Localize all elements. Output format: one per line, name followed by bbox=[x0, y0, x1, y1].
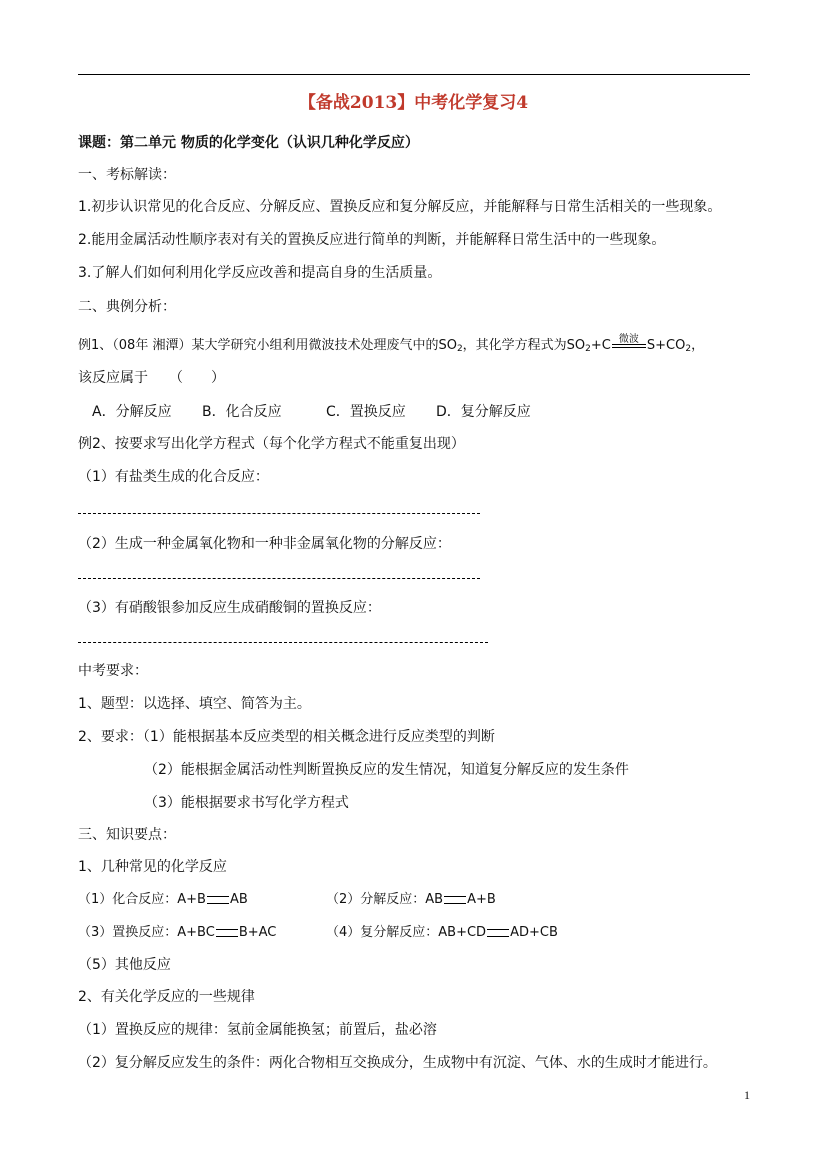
example2-q2: （2）生成一种金属氧化物和一种非金属氧化物的分解反应： bbox=[78, 536, 451, 552]
example1-rhs: S+CO bbox=[646, 338, 686, 353]
requirements-type: 1、题型：以选择、填空、简答为主。 bbox=[78, 696, 311, 712]
topic-line: 课题：第二单元 物质的化学变化（认识几种化学反应） bbox=[78, 135, 419, 151]
section2-heading: 二、典例分析： bbox=[78, 299, 176, 315]
option-c: C．置换反应 bbox=[326, 404, 406, 420]
equals-sign bbox=[207, 896, 229, 904]
reaction-combination-rhs: AB bbox=[229, 892, 248, 907]
option-a: A．分解反应 bbox=[92, 404, 172, 420]
section1-item-3: 3.了解人们如何利用化学反应改善和提高自身的生活质量。 bbox=[78, 265, 442, 281]
reaction-decomposition-rhs: A+B bbox=[467, 892, 496, 907]
requirements-2: （2）能根据金属活动性判断置换反应的发生情况，知道复分解反应的发生条件 bbox=[144, 762, 629, 778]
section3-sub1: 1、几种常见的化学反应 bbox=[78, 859, 227, 875]
example1-end: ， bbox=[691, 338, 705, 353]
equals-sign bbox=[444, 896, 466, 904]
reaction-replacement-label: （3）置换反应：A+BC bbox=[78, 925, 215, 940]
reaction-combination bbox=[78, 888, 248, 907]
example2-heading: 例2、按要求写出化学方程式（每个化学方程式不能重复出现） bbox=[78, 436, 465, 452]
option-d: D．复分解反应 bbox=[436, 404, 531, 420]
option-b: B．化合反应 bbox=[202, 404, 282, 420]
reaction-other: （5）其他反应 bbox=[78, 957, 171, 973]
page-number: 1 bbox=[744, 1088, 750, 1102]
example1-mid: ，其化学方程式为SO bbox=[462, 338, 586, 353]
rule-replacement: （1）置换反应的规律：氢前金属能换氢；前置后，盐必溶 bbox=[78, 1022, 437, 1038]
reaction-double-decomposition-label: （4）复分解反应：AB+CD bbox=[326, 925, 487, 940]
section1-item-2: 2.能用金属活动性顺序表对有关的置换反应进行简单的判断，并能解释日常生活中的一些现象。 bbox=[78, 232, 666, 248]
answer-blank-2[interactable] bbox=[78, 578, 480, 579]
section1-heading: 一、考标解读： bbox=[78, 167, 176, 183]
reaction-combination-label: （1）化合反应：A+B bbox=[78, 892, 206, 907]
page-title: 【备战2013】中考化学复习4 bbox=[298, 93, 529, 113]
example1-sub-a: 2 bbox=[456, 344, 463, 354]
section3-heading: 三、知识要点： bbox=[78, 827, 176, 843]
requirements-3: （3）能根据要求书写化学方程式 bbox=[144, 795, 349, 811]
reaction-replacement bbox=[78, 921, 276, 940]
reaction-decomposition bbox=[326, 888, 496, 907]
reaction-double-decomposition-rhs: AD+CB bbox=[510, 925, 558, 940]
answer-blank-3[interactable] bbox=[78, 642, 488, 643]
rule-double-decomposition: （2）复分解反应发生的条件：两化合物相互交换成分，生成物中有沉淀、气体、水的生成时才能进行。 bbox=[78, 1055, 717, 1071]
requirements-1: 2、要求：（1）能根据基本反应类型的相关概念进行反应类型的判断 bbox=[78, 729, 495, 745]
reaction-equals-sign bbox=[612, 333, 646, 353]
example2-q3: （3）有硝酸银参加反应生成硝酸铜的置换反应： bbox=[78, 600, 381, 616]
reaction-condition-label: 微波 bbox=[618, 333, 639, 345]
reaction-double-decomposition bbox=[326, 921, 558, 940]
requirements-heading: 中考要求： bbox=[78, 663, 148, 679]
section1-item-1: 1.初步认识常见的化合反应、分解反应、置换反应和复分解反应，并能解释与日常生活相关的一些现象。 bbox=[78, 199, 722, 215]
example2-q1: （1）有盐类生成的化合反应： bbox=[78, 469, 269, 485]
equals-sign bbox=[487, 929, 509, 937]
section3-sub2: 2、有关化学反应的一些规律 bbox=[78, 989, 255, 1005]
example1-text: 例1、（08年 湘潭）某大学研究小组利用微波技术处理废气中的SO bbox=[78, 338, 457, 353]
example1-sub-b: 2 bbox=[585, 344, 591, 354]
reaction-replacement-rhs: B+AC bbox=[238, 925, 277, 940]
example1-line bbox=[78, 334, 704, 354]
reaction-decomposition-label: （2）分解反应：AB bbox=[326, 892, 444, 907]
header-rule bbox=[78, 74, 750, 75]
example1-question: 该反应属于 （ ） bbox=[78, 370, 225, 386]
example1-sub-c: 2 bbox=[685, 344, 692, 354]
answer-blank-1[interactable] bbox=[78, 513, 480, 514]
example1-lhs-tail: +C bbox=[590, 338, 611, 353]
equals-sign bbox=[216, 929, 238, 937]
